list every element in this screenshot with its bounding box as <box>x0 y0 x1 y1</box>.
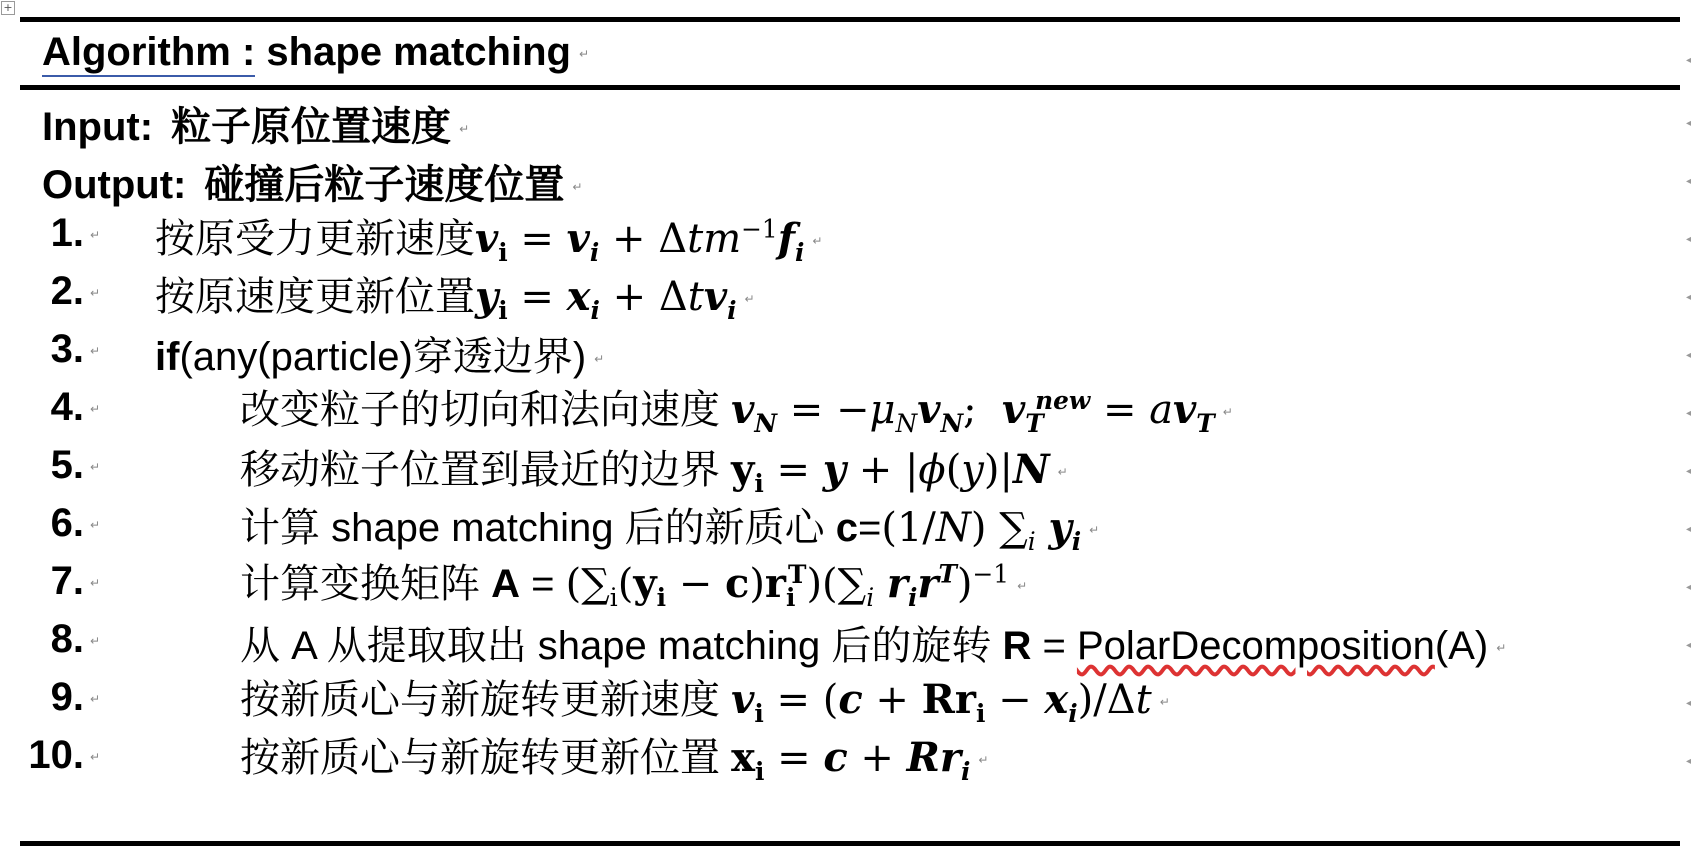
step-text: 按新质心与新旋转更新速度 <box>240 678 720 722</box>
step-number: 9. ↵ <box>50 675 100 719</box>
step-6-formula: (1/N) $\sum_i$ $y_i$ <box>881 504 1082 556</box>
paragraph-mark-icon: ↵ <box>89 402 100 417</box>
if-keyword: if <box>155 335 180 379</box>
step-text: (any(particle)穿透边界) <box>179 335 587 379</box>
step-text: 按原受力更新速度 <box>155 217 475 261</box>
output-label: Output: <box>42 163 187 207</box>
paragraph-mark-icon: ↵ <box>578 47 589 62</box>
step-4-formula: $v_N = -\mu_Nv_N$; $v_T^{new} = av_T$ <box>731 385 1215 438</box>
paragraph-mark-icon: ↵ <box>978 753 989 768</box>
step-8-text: 从 A 从提取取出 shape matching 后的旋转 R = PolarDecomposition(A) ↵ <box>240 624 1507 668</box>
paragraph-mark-icon: ↵ <box>744 292 755 307</box>
step-number: 7. ↵ <box>50 559 100 603</box>
cell-end-mark-icon: ◂ <box>1686 640 1692 651</box>
cell-end-mark-icon: ◂ <box>1686 756 1692 767</box>
bottom-rule <box>20 841 1680 846</box>
paragraph-mark-icon: ↵ <box>594 352 605 367</box>
cell-end-mark-icon: ◂ <box>1686 524 1692 535</box>
paragraph-mark-icon: ↵ <box>89 286 100 301</box>
step-text: 计算 shape matching 后的新质心 <box>240 506 825 550</box>
step-4-text <box>240 378 1233 438</box>
algorithm-title <box>42 30 589 75</box>
step-number: 5. ↵ <box>50 443 100 487</box>
input-value: 粒子原位置速度 <box>171 105 452 149</box>
paragraph-mark-icon: ↵ <box>1222 405 1233 420</box>
step-8-function-name: PolarDecomposition <box>1076 624 1435 668</box>
paragraph-mark-icon: ↵ <box>1159 695 1170 710</box>
top-rule <box>20 17 1680 22</box>
paragraph-mark-icon: ↵ <box>1496 641 1507 656</box>
cell-end-mark-icon: ◂ <box>1686 118 1692 129</box>
step-10-text <box>240 726 988 786</box>
cell-end-mark-icon: ◂ <box>1686 350 1692 361</box>
step-number: 2. ↵ <box>50 269 100 313</box>
table-move-handle-icon[interactable]: + <box>1 1 15 15</box>
paragraph-mark-icon: ↵ <box>812 234 823 249</box>
step-1-formula: $v_i = v_i + \Delta tm^{-1}f_i$ <box>475 214 805 267</box>
step-2-text <box>155 265 755 325</box>
cell-end-mark-icon: ◂ <box>1686 176 1692 187</box>
cell-end-mark-icon: ◂ <box>1686 582 1692 593</box>
step-3-text <box>155 325 604 382</box>
output-value: 碰撞后粒子速度位置 <box>204 163 565 207</box>
paragraph-mark-icon: ↵ <box>89 576 100 591</box>
paragraph-mark-icon: ↵ <box>1089 523 1100 538</box>
algorithm-title-rest: shape matching <box>255 30 571 74</box>
step-1-text <box>155 207 822 267</box>
cell-end-mark-icon: ◂ <box>1686 234 1692 245</box>
input-line <box>42 95 469 152</box>
step-7-text: 计算变换矩阵 $A = (\sum_i(y_i - c)r_i^T)(\sum_i$ $r_ir^T)^{-1}$ ↵ <box>240 559 1028 612</box>
step-text: 按新质心与新旋转更新位置 <box>240 736 720 780</box>
step-text: 改变粒子的切向和法向速度 <box>240 388 720 432</box>
paragraph-mark-icon: ↵ <box>89 750 100 765</box>
paragraph-mark-icon: ↵ <box>89 634 100 649</box>
step-text: 移动粒子位置到最近的边界 <box>240 448 720 492</box>
step-text: 按原速度更新位置 <box>155 275 475 319</box>
header-rule <box>20 85 1680 90</box>
paragraph-mark-icon: ↵ <box>459 122 470 137</box>
paragraph-mark-icon: ↵ <box>1017 579 1028 594</box>
paragraph-mark-icon: ↵ <box>89 228 100 243</box>
step-text: 从 A 从提取取出 shape matching 后的旋转 <box>240 624 992 668</box>
step-number: 3. ↵ <box>50 327 100 371</box>
step-9-text <box>240 668 1170 728</box>
paragraph-mark-icon: ↵ <box>89 344 100 359</box>
paragraph-mark-icon: ↵ <box>89 518 100 533</box>
cell-end-mark-icon: ◂ <box>1686 408 1692 419</box>
paragraph-mark-icon: ↵ <box>89 460 100 475</box>
output-line <box>42 153 582 210</box>
paragraph-mark-icon: ↵ <box>89 692 100 707</box>
step-2-formula: $y_i = x_i + \Delta tv_i$ <box>475 273 737 325</box>
paragraph-mark-icon: ↵ <box>572 180 583 195</box>
step-9-formula: $v_i = (c + Rr_i - x_i)/\Delta t$ <box>731 676 1152 728</box>
step-number: 10. ↵ <box>28 733 100 777</box>
input-label: Input: <box>42 105 154 149</box>
cell-end-mark-icon: ◂ <box>1686 698 1692 709</box>
step-5-formula: $y_i = y + |\phi(y)|N$ <box>731 446 1050 498</box>
step-7-formula: $(\sum_i(y_i - c)r_i^T)(\sum_i$ $r_ir^T)^{-1}$ <box>565 559 1010 612</box>
step-6-text: 计算 shape matching 后的新质心 c=(1/N) $\sum_i$ $y_i$ ↵ <box>240 504 1100 556</box>
cell-end-mark-icon: ◂ <box>1686 466 1692 477</box>
cell-end-mark-icon: ◂ <box>1686 292 1692 303</box>
step-number: 6. ↵ <box>50 501 100 545</box>
step-10-formula: $x_i = c + Rr_i$ <box>731 734 971 786</box>
step-5-text <box>240 438 1068 498</box>
step-number: 1. ↵ <box>50 211 100 255</box>
step-text: 计算变换矩阵 <box>240 562 480 606</box>
step-number: 4. ↵ <box>50 385 100 429</box>
cell-end-mark-icon: ◂ <box>1686 55 1692 66</box>
paragraph-mark-icon: ↵ <box>1057 465 1068 480</box>
step-number: 8. ↵ <box>50 617 100 661</box>
algorithm-title-lead: Algorithm : <box>42 30 255 77</box>
